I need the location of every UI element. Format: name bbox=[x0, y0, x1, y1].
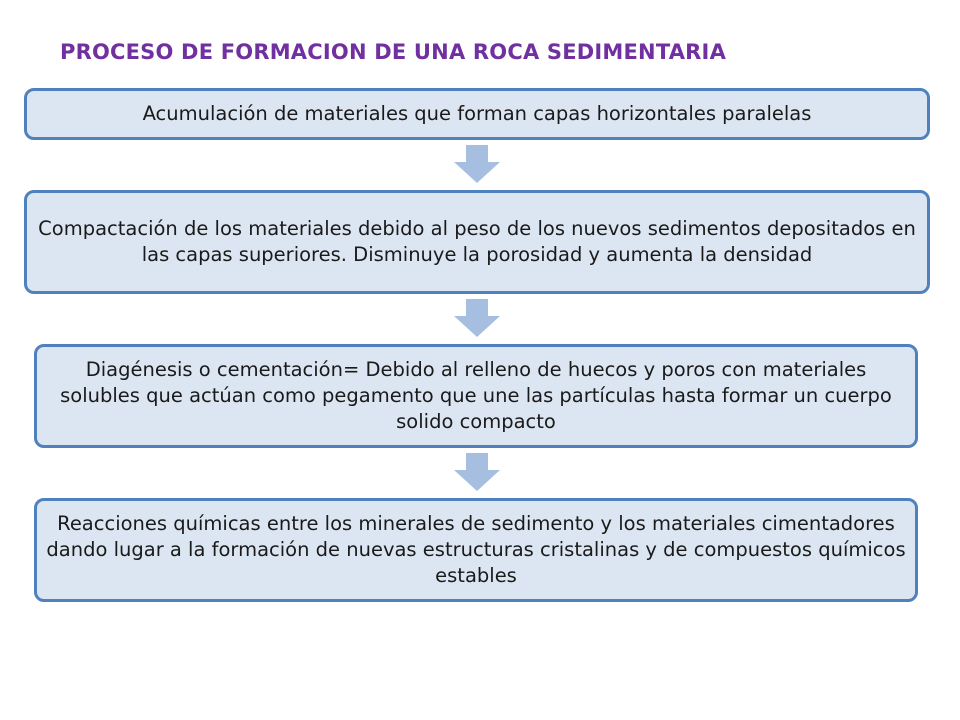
process-step-diagenesis bbox=[34, 344, 918, 448]
process-step-chemical-reactions bbox=[34, 498, 918, 602]
step-text: Acumulación de materiales que forman capas horizontales paralelas bbox=[142, 102, 812, 125]
arrow-down-icon bbox=[454, 299, 500, 337]
step-text: Reacciones químicas entre los minerales de sedimento y los materiales cimentadores dando lugar a la formación de nuevas estructuras cristalinas y de compuestos químicos estables bbox=[46, 512, 906, 587]
process-step-compaction bbox=[24, 190, 930, 294]
process-step-accumulation bbox=[24, 88, 930, 140]
page-title: PROCESO DE FORMACION DE UNA ROCA SEDIMENTARIA bbox=[60, 40, 727, 64]
arrow-down-icon bbox=[454, 145, 500, 183]
step-text: Compactación de los materiales debido al peso de los nuevos sedimentos depositados en las capas superiores. Disminuye la porosidad y aumenta la densidad bbox=[38, 217, 916, 266]
arrow-down-icon bbox=[454, 453, 500, 491]
step-text: Diagénesis o cementación= Debido al relleno de huecos y poros con materiales solubles que actúan como pegamento que une las partículas hasta formar un cuerpo solido compacto bbox=[60, 358, 892, 433]
